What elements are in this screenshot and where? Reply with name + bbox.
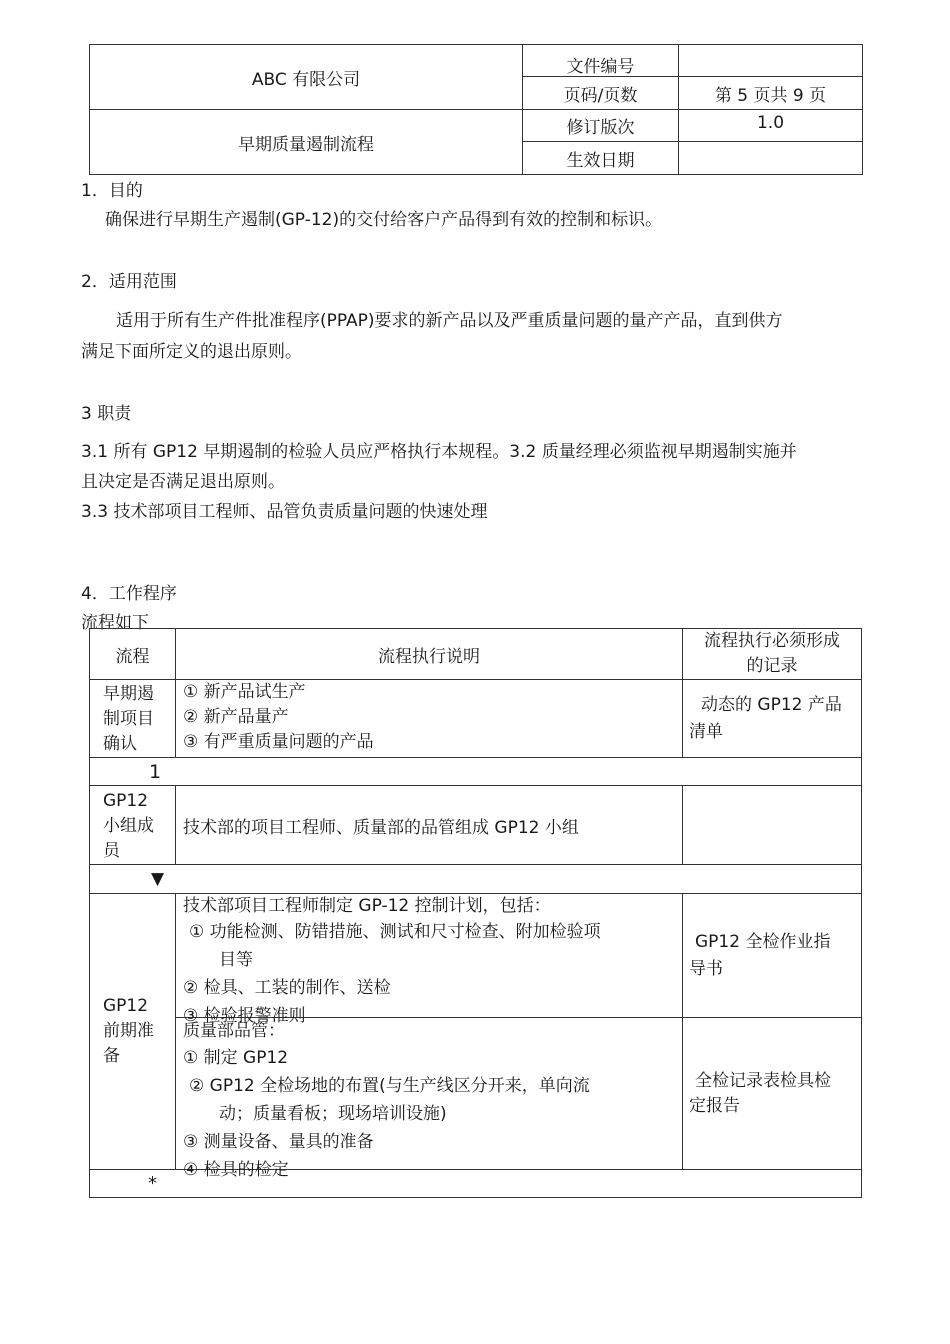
col-record-header-2: 的记录 xyxy=(746,656,798,676)
section-2-body-2: 满足下面所定义的退出原则。 xyxy=(81,342,302,362)
record-confirm-line: 动态的 GP12 产品 xyxy=(701,694,842,715)
step-prep xyxy=(90,894,176,1170)
flow-table xyxy=(89,628,862,1198)
rev-value: 1.0 xyxy=(679,110,863,142)
desc-confirm-item: ① 新产品试生产 xyxy=(183,682,306,702)
desc-prep-quality-item: ③ 测量设备、量具的准备 xyxy=(183,1132,374,1152)
step-team xyxy=(90,786,176,865)
record-confirm xyxy=(683,680,862,758)
company-name: ABC 有限公司 xyxy=(90,45,523,110)
section-1-title: 1．目的 xyxy=(81,181,143,201)
page-label: 页码/页数 xyxy=(523,77,679,110)
section-2-title: 2．适用范围 xyxy=(81,272,177,292)
step-prep-line: GP12 xyxy=(103,996,149,1016)
rev-label: 修订版次 xyxy=(523,110,679,142)
col-record-header xyxy=(683,629,862,680)
desc-prep-engineer xyxy=(176,894,683,1026)
flow-arrow-row-1 xyxy=(90,758,862,786)
flow-row-team xyxy=(90,786,862,865)
desc-confirm xyxy=(176,680,683,758)
desc-confirm-item: ② 新产品量产 xyxy=(183,707,289,727)
desc-team: 技术部的项目工程师、质量部的品管组成 GP12 小组 xyxy=(176,786,683,865)
record-prep-quality xyxy=(683,1018,862,1170)
section-3-title: 3 职责 xyxy=(81,404,132,424)
step-prep-line: 备 xyxy=(103,1046,120,1066)
desc-prep-quality-item: 动；质量看板；现场培训设施) xyxy=(219,1104,447,1124)
col-desc-header: 流程执行说明 xyxy=(176,629,683,680)
flow-arrow-down-icon: ▼ xyxy=(90,865,862,894)
col-step-header: 流程 xyxy=(90,629,176,680)
eff-value xyxy=(679,142,863,175)
desc-prep-engineer-intro: 技术部项目工程师制定 GP-12 控制计划，包括： xyxy=(183,896,551,916)
record-prep-engineer xyxy=(683,894,862,1018)
process-name: 早期质量遏制流程 xyxy=(90,110,523,175)
record-prep-engineer-line: GP12 全检作业指 xyxy=(695,931,831,952)
section-3-body-3: 3.3 技术部项目工程师、品管负责质量问题的快速处理 xyxy=(81,502,488,522)
desc-prep-quality-intro: 质量部品管： xyxy=(183,1021,285,1041)
page-value: 第 5 页共 9 页 xyxy=(679,77,863,110)
section-3-body-2: 且决定是否满足退出原则。 xyxy=(81,472,285,492)
step-confirm xyxy=(90,680,176,758)
step-confirm-line: 早期遏 xyxy=(103,684,154,704)
record-prep-engineer-line: 导书 xyxy=(689,958,723,979)
step-confirm-line: 制项目 xyxy=(103,709,154,729)
record-prep-quality-line: 全检记录表检具检 xyxy=(695,1070,831,1091)
section-4-title: 4．工作程序 xyxy=(81,584,177,604)
step-team-line: 小组成 xyxy=(103,816,154,836)
flow-header-row xyxy=(90,629,862,680)
section-2-body-1: 适用于所有生产件批准程序(PPAP)要求的新产品以及严重质量问题的量产产品，直到供方 xyxy=(116,311,783,331)
flow-arrow-3: * xyxy=(90,1170,862,1198)
flow-arrow-1: 1 xyxy=(90,758,862,786)
flow-arrow-row-2 xyxy=(90,865,862,894)
desc-prep-engineer-item: ① 功能检测、防错措施、测试和尺寸检查、附加检验项 xyxy=(189,922,601,942)
desc-confirm-item: ③ 有严重质量问题的产品 xyxy=(183,732,374,752)
desc-prep-quality-item: ④ 检具的检定 xyxy=(183,1160,289,1180)
header-table xyxy=(89,44,863,175)
flow-row-prep-b xyxy=(90,1018,862,1170)
section-3-body-1: 3.1 所有 GP12 早期遏制的检验人员应严格执行本规程。3.2 质量经理必须监视早期遏制实施并 xyxy=(81,442,797,462)
doc-no-label: 文件编号 xyxy=(523,45,679,77)
section-1-body: 确保进行早期生产遏制(GP-12)的交付给客户产品得到有效的控制和标识。 xyxy=(105,210,663,230)
record-confirm-line: 清单 xyxy=(689,721,723,742)
desc-prep-quality-item: ② GP12 全检场地的布置(与生产线区分开来，单向流 xyxy=(189,1076,590,1096)
doc-no-value xyxy=(679,45,863,77)
desc-prep-engineer-item: ③ 检验报警准则 xyxy=(183,1006,306,1026)
eff-label: 生效日期 xyxy=(523,142,679,175)
desc-prep-quality-item: ① 制定 GP12 xyxy=(183,1048,289,1068)
step-team-line: GP12 xyxy=(103,791,149,811)
desc-prep-quality xyxy=(176,1018,683,1180)
record-team xyxy=(683,786,862,865)
section-4-subtitle: 流程如下 xyxy=(81,613,149,633)
desc-prep-engineer-item: ② 检具、工装的制作、送检 xyxy=(183,978,391,998)
col-record-header-1: 流程执行必须形成 xyxy=(704,631,840,651)
flow-row-prep-a xyxy=(90,894,862,1018)
flow-row-confirm xyxy=(90,680,862,758)
record-prep-quality-line: 定报告 xyxy=(689,1095,740,1116)
desc-prep-engineer-item: 目等 xyxy=(219,950,253,970)
step-confirm-line: 确认 xyxy=(103,734,137,754)
step-prep-line: 前期准 xyxy=(103,1021,154,1041)
step-team-line: 员 xyxy=(103,841,120,861)
